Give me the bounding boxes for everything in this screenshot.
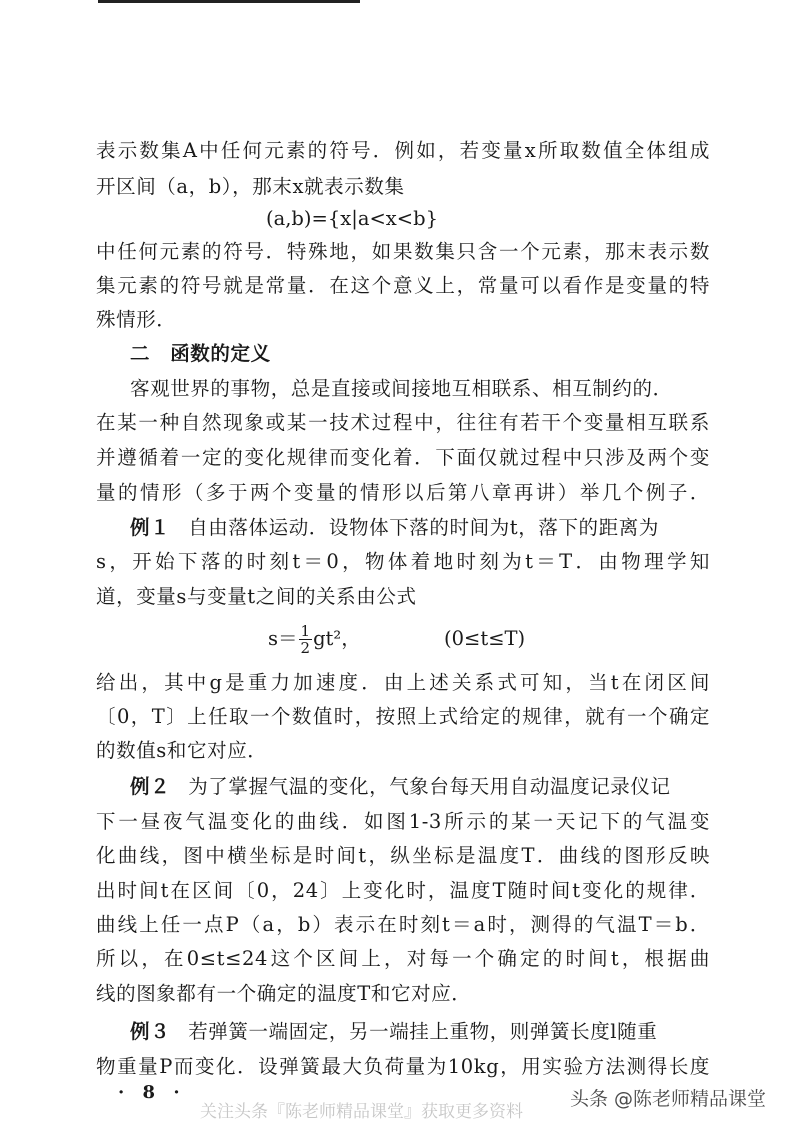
example-label: 例３ [130,1020,171,1043]
text-line: 客观世界的事物，总是直接或间接地互相联系、相互制约的． [130,377,673,400]
example-1-first-line [130,511,710,545]
section-heading: 二 函数的定义 [130,342,271,365]
text-line: 开区间（a，b），那末x就表示数集 [96,175,405,198]
text-line: 为了掌握气温的变化，气象台每天用自动温度记录仪记 [188,775,671,798]
text-line: 若弹簧一端固定，另一端挂上重物，则弹簧长度l随重 [188,1020,658,1043]
text-line: 中任何元素的符号．特殊地，如果数集只含一个元素，那末表示数 [96,240,710,263]
text-line: 的数值s和它对应． [96,739,268,762]
text-line: 出时间t在区间〔0，24〕上变化时，温度T随时间t变化的规律． [96,879,710,902]
example-2-first-line [130,770,710,804]
text-line: 化曲线，图中横坐标是时间t，纵坐标是温度T．曲线的图形反映 [96,844,710,867]
text-line: 殊情形． [96,308,177,331]
text-line: 道，变量s与变量t之间的关系由公式 [96,585,417,608]
scan-top-edge [98,0,360,3]
text-line: 线的图象都有一个确定的温度T和它对应． [96,982,472,1005]
watermark: 头条 @陈老师精品课堂 [570,1088,767,1110]
text-line: 曲线上任一点P（a，b）表示在时刻t＝a时，测得的气温T＝b． [96,913,710,936]
formula-right: gt²， [313,627,361,650]
example-3-first-line [130,1015,710,1049]
text-line: s，开始下落的时刻t＝0，物体着地时刻为t＝T．由物理学知 [96,550,710,573]
page-number: · 8 · [118,1082,186,1103]
text-line: 自由落体运动．设物体下落的时间为t，落下的距离为 [188,516,659,539]
text-line: 〔0，T〕上任取一个数值时，按照上式给定的规律，就有一个确定 [96,705,710,728]
fraction-numerator: 1 [300,622,311,640]
text-line: 给出，其中g是重力加速度．由上述关系式可知，当t在闭区间 [96,671,710,694]
text-line: 下一昼夜气温变化的曲线．如图1-3所示的某一天记下的气温变 [96,810,710,833]
fraction-denominator: 2 [300,639,311,657]
text-line: 表示数集A中任何元素的符号．例如，若变量x所取数值全体组成 [96,139,710,162]
example-label: 例１ [130,516,171,539]
text-line: 量的情形（多于两个变量的情形以后第八章再讲）举几个例子． [96,481,710,504]
footer-promo: 关注头条『陈老师精品课堂』获取更多资料 [200,1102,523,1122]
formula-left: s＝ [268,627,298,650]
formula-range: (0≤t≤T) [444,627,526,650]
example-label: 例２ [130,775,171,798]
text-line: 所以，在0≤t≤24这个区间上，对每一个确定的时间t，根据曲 [96,947,710,970]
text-line: 集元素的符号就是常量．在这个意义上，常量可以看作是变量的特 [96,274,710,297]
text-line: 物重量P而变化．设弹簧最大负荷量为10kg，用实验方法测得长度 [96,1055,710,1078]
text-line: 在某一种自然现象或某一技术过程中，往往有若干个变量相互联系 [96,411,710,434]
set-formula: (a,b)={x|a<x<b} [266,207,439,230]
free-fall-formula [268,622,361,656]
text-line: 并遵循着一定的变化规律而变化着．下面仅就过程中只涉及两个变 [96,446,710,469]
fraction [299,623,313,656]
